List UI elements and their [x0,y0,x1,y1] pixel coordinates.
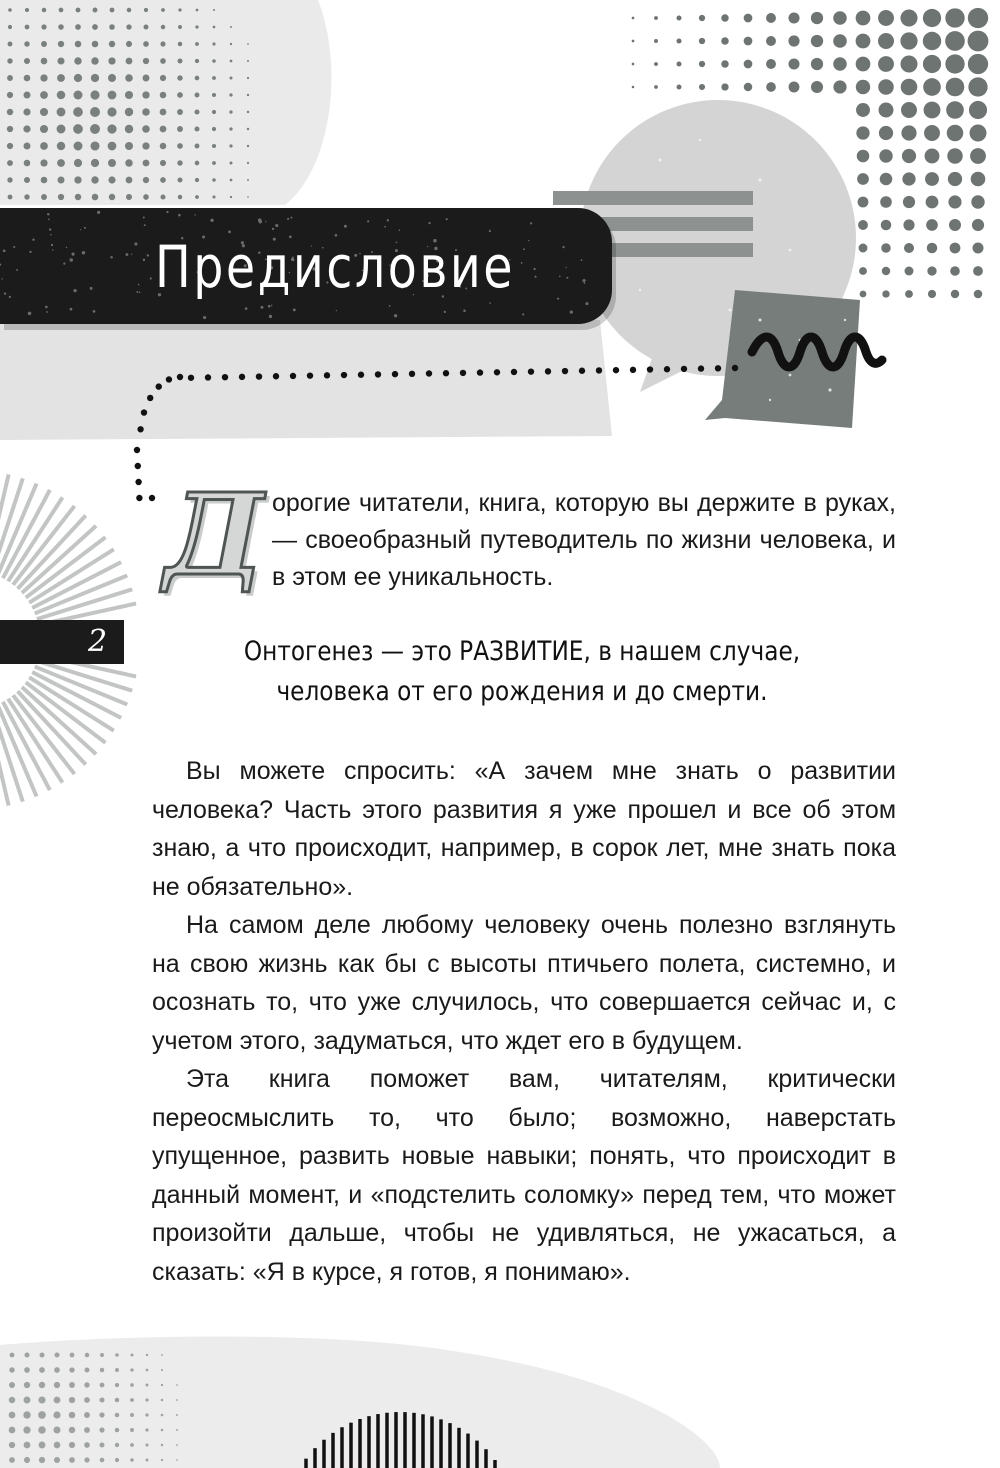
definition-callout [236,632,807,712]
body-paragraph: Эта книга поможет вам, читателям, критически переосмыслить то, что было; возможно, наверстать упущенное, развить новые навыки; понять, что происходит в данный момент, и «подстелить соломку» перед тем, что может произойти дальше, чтобы не удивляться, не ужасаться, а сказать: «Я в курсе, я готов, я понимаю». [152,1065,896,1286]
callout-line-1: Онтогенез — это РАЗВИТИЕ, в нашем случае, [243,636,801,667]
intro-paragraph: орогие читатели, книга, которую вы держите в руках, — своеобразный путеводитель по жизни человека, и в этом ее уникальность. [272,489,896,591]
page-number: 2 [88,624,108,659]
body-paragraph: На самом деле любому человеку очень полезно взглянуть на свою жизнь как бы с высоты птичьего полета, системно, и осознать то, что уже случилось, что совершается сейчас и, с учетом этого, задуматься, что ждет его в будущем. [152,911,896,1055]
callout-line-2: человека от его рождения и до смерти. [276,676,768,707]
body-paragraph: Вы можете спросить: «А зачем мне знать о развитии человека? Часть этого развития я уже прошел и все об этом знаю, а что происходит, например, в сорок лет, мне знать пока не обязательно». [152,757,896,901]
page-title: Предисловие [155,233,515,301]
body-text [152,752,896,1291]
drop-cap: Д [164,470,264,601]
